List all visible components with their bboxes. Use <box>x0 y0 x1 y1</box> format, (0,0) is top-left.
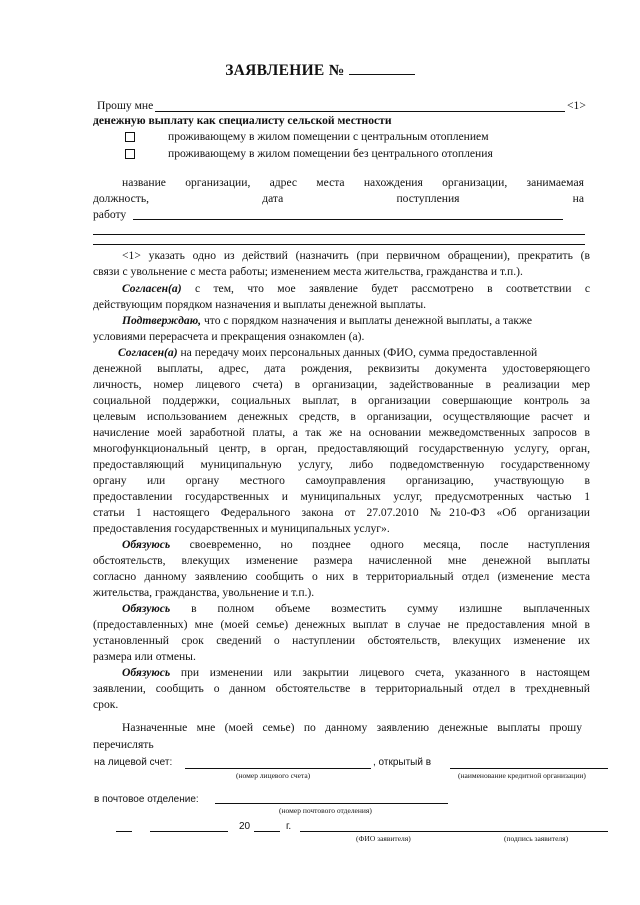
oblige3-line <box>122 665 590 681</box>
option-no-heating-label: проживающему в жилом помещении без центрального отопления <box>168 147 493 160</box>
bank-name-hint: (наименование кредитной организации) <box>458 771 586 780</box>
applicant-signature-hint: (подпись заявителя) <box>504 834 569 843</box>
org-word: места <box>316 176 345 189</box>
post-office-hint: (номер почтового отделения) <box>279 806 372 815</box>
option-heating-label: проживающему в жилом помещении с центральным отоплением <box>168 130 489 143</box>
footnote-line: связи с увольнение с места работы; изменением места жительства, гражданства и т.п.). <box>93 265 523 278</box>
consent-first-line <box>118 345 537 361</box>
date-day-field[interactable] <box>116 831 132 832</box>
confirm-text: что с порядком назначения и выплаты денежной выплаты, а также <box>201 314 533 327</box>
option-no-heating-checkbox[interactable] <box>125 149 135 159</box>
year-prefix: 20 <box>239 821 251 832</box>
oblige1-line: согласно данному заявлению сообщить о них в территориальный отдел (изменение места <box>93 570 590 583</box>
oblige2-line <box>122 601 590 617</box>
org-word: поступления <box>396 192 460 205</box>
oblige2-line: установленный срок сведений о наступлении обстоятельств, влекущих изменение их <box>93 634 590 647</box>
oblige1-line <box>122 537 590 553</box>
consent-line: многофункциональный центр, в орган, предоставляющий государственную услугу, орган, <box>93 442 590 455</box>
date-month-field[interactable] <box>150 831 228 832</box>
org-field-3[interactable] <box>93 244 585 245</box>
org-field-1[interactable] <box>133 219 563 220</box>
post-office-field[interactable] <box>215 803 448 804</box>
option-heating-row[interactable] <box>125 129 135 145</box>
option-no-heating-row[interactable] <box>125 146 135 162</box>
consent-line: денежной выплаты, адрес, дата рождения, реквизиты документа удостоверяющего <box>93 362 590 375</box>
oblige2-line: (предоставленных) мне (моей семье) денежных выплат в случае не предоставления мной в <box>93 618 590 631</box>
post-label: в почтовое отделение: <box>94 794 199 805</box>
consent-line: предоставляющий муниципальную услугу, либо подведомственную государственному <box>93 458 590 471</box>
org-word: должность, <box>93 192 150 205</box>
oblige2-lead: Обязуюсь <box>122 602 171 615</box>
oblige3-lead: Обязуюсь <box>122 666 171 679</box>
org-line-2 <box>93 191 584 207</box>
account-number-hint: (номер лицевого счета) <box>236 771 311 780</box>
oblige1-line: обстоятельств, влекущих изменение размера начисленной мне денежной выплаты <box>93 554 590 567</box>
consent-line: предоставлении государственных и муниципальных услуг, предусмотренных частью 1 <box>93 490 590 503</box>
org-word: организации, <box>442 176 508 189</box>
account-number-field[interactable] <box>185 768 371 769</box>
applicant-name-hint: (ФИО заявителя) <box>356 834 411 843</box>
confirm-lead: Подтверждаю, <box>122 314 202 327</box>
confirm-line: условиями перерасчета и прекращения ознакомлен (а). <box>93 330 365 343</box>
consent-line: социальной поддержки, социальных выплат, в организации совершающие контроль за <box>93 394 590 407</box>
request-prefix: Прошу мне <box>97 99 154 112</box>
footnote-line <box>122 248 590 264</box>
application-number-field[interactable] <box>349 62 415 75</box>
account-label: на лицевой счет: <box>94 757 173 768</box>
org-word: дата <box>262 192 284 205</box>
title-text: ЗАЯВЛЕНИЕ № <box>225 62 345 79</box>
agree-line <box>122 281 590 297</box>
transfer-line: перечислять <box>93 738 154 751</box>
oblige1-text: своевременно, но позднее одного месяца, после наступления <box>170 538 590 551</box>
consent-line: личность, номер лицевого счета) в организации, задействованные в реализации мер <box>93 378 590 391</box>
applicant-name-field[interactable] <box>300 831 608 832</box>
org-word: название <box>122 176 166 189</box>
footnote-ref: <1> <box>567 99 586 112</box>
oblige1-lead: Обязуюсь <box>122 538 171 551</box>
confirm-line <box>122 313 532 329</box>
oblige1-line: жительства, гражданства, увольнение и т.п.). <box>93 586 315 599</box>
transfer-line: Назначенные мне (моей семье) по данному заявлению денежные выплаты прошу <box>122 721 582 734</box>
consent-line: предоставления государственных и муниципальных услуг». <box>93 522 390 535</box>
request-purpose: денежную выплату как специалисту сельской местности <box>93 114 392 127</box>
org-word: организации, <box>185 176 251 189</box>
agree-lead: Согласен(а) <box>122 282 182 295</box>
request-action-field[interactable] <box>155 111 565 112</box>
oblige3-line: срок. <box>93 698 119 711</box>
oblige2-text: в полном объеме возместить сумму излишне выплаченных <box>170 602 590 615</box>
bank-name-field[interactable] <box>450 768 608 769</box>
org-word: на <box>572 192 584 205</box>
org-word: занимаемая <box>526 176 584 189</box>
org-word: нахождения <box>363 176 423 189</box>
org-field-2[interactable] <box>93 234 585 235</box>
option-heating-checkbox[interactable] <box>125 132 135 142</box>
consent-lead: Согласен(а) <box>118 346 178 359</box>
consent-line: статьи 1 настоящего Федерального закона от 27.07.2010 №210-ФЗ «Об организации <box>93 506 590 519</box>
account-opened-label: , открытый в <box>373 757 432 768</box>
agree-line: действующим порядком назначения и выплаты денежной выплаты. <box>93 298 427 311</box>
oblige3-line: заявлении, сообщить о данном обстоятельстве в территориальный отдел в трехдневный <box>93 682 590 695</box>
page-title <box>0 62 640 79</box>
org-line-3: работу <box>93 208 127 221</box>
footnote-text: <1> указать одно из действий (назначить (при первичном обращении), прекратить (в <box>122 249 590 262</box>
oblige2-line: размера или отмены. <box>93 650 196 663</box>
oblige3-text: при изменении или закрытии лицевого счета, указанного в настоящем <box>170 666 590 679</box>
consent-line: начисление моей заработной платы, а так же на основании межведомственных запросов в <box>93 426 590 439</box>
consent-line: целевым использованием денежных средств, в организации, осуществляющие расчет и <box>93 410 590 423</box>
agree-text: с тем, что мое заявление будет рассмотрено в соответствии с <box>181 282 590 295</box>
consent-text: на передачу моих персональных данных (ФИО, сумма предоставленной <box>177 346 538 359</box>
year-suffix: г. <box>286 821 292 832</box>
date-year-field[interactable] <box>254 831 280 832</box>
org-word: адрес <box>269 176 298 189</box>
org-line-1 <box>122 175 584 191</box>
consent-line: органу или органу местного самоуправления организацию, участвующую в <box>93 474 590 487</box>
